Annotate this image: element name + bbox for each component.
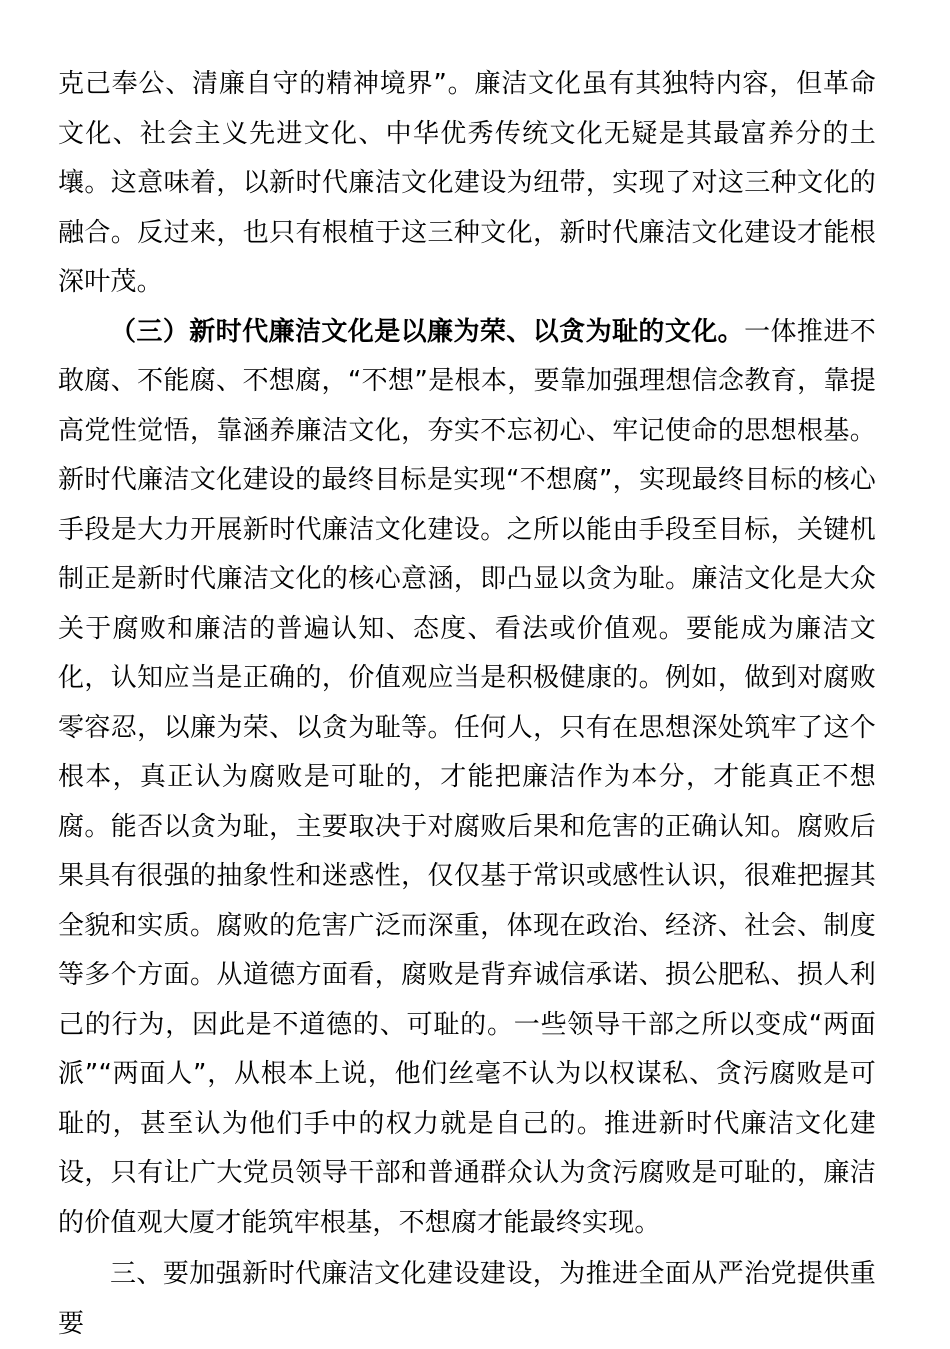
paragraph-2-body: 一体推进不敢腐、不能腐、不想腐，“不想”是根本，要靠加强理想信念教育，靠提高党性觉悟，靠涵养廉洁文化，夯实不忘初心、牢记使命的思想根基。新时代廉洁文化建设的最终目标是实现“不想腐”，实现最终目标的核心手段是大力开展新时代廉洁文化建设。之所以能由手段至目标，关键机制正是新时代廉洁文化的核心意涵，即凸显以贪为耻。廉洁文化是大众关于腐败和廉洁的普遍认知、态度、看法或价值观。要能成为廉洁文化，认知应当是正确的，价值观应当是积极健康的。例如，做到对腐败零容忍，以廉为荣、以贪为耻等。任何人，只有在思想深处筑牢了这个根本，真正认为腐败是可耻的，才能把廉洁作为本分，才能真正不想腐。能否以贪为耻，主要取决于对腐败后果和危害的正确认知。腐败后果具有很强的抽象性和迷惑性，仅仅基于常识或感性认识，很难把握其全貌和实质。腐败的危害广泛而深重，体现在政治、经济、社会、制度等多个方面。从道德方面看，腐败是背弃诚信承诺、损公肥私、损人利己的行为，因此是不道德的、可耻的。一些领导干部之所以变成“两面派”“两面人”，从根本上说，他们丝毫不认为以权谋私、贪污腐败是可耻的，甚至认为他们手中的权力就是自己的。推进新时代廉洁文化建设，只有让广大党员领导干部和普通群众认为贪污腐败是可耻的，廉洁的价值观大厦才能筑牢根基，不想腐才能最终实现。	[58, 316, 876, 1238]
paragraph-2-heading: （三）新时代廉洁文化是以廉为荣、以贪为耻的文化。	[110, 316, 745, 347]
paragraph-1: 克己奉公、清廉自守的精神境界”。廉洁文化虽有其独特内容，但革命文化、社会主义先进文化、中华优秀传统文化无疑是其最富养分的土壤。这意味着，以新时代廉洁文化建设为纽带，实现了对这三种文化的融合。反过来，也只有根植于这三种文化，新时代廉洁文化建设才能根深叶茂。	[58, 69, 876, 297]
section-3-heading: 三、要加强新时代廉洁文化建设建设，为推进全面从严治党提供重要	[58, 1259, 876, 1339]
paragraph-2	[58, 308, 876, 1249]
document-page	[58, 60, 876, 1349]
